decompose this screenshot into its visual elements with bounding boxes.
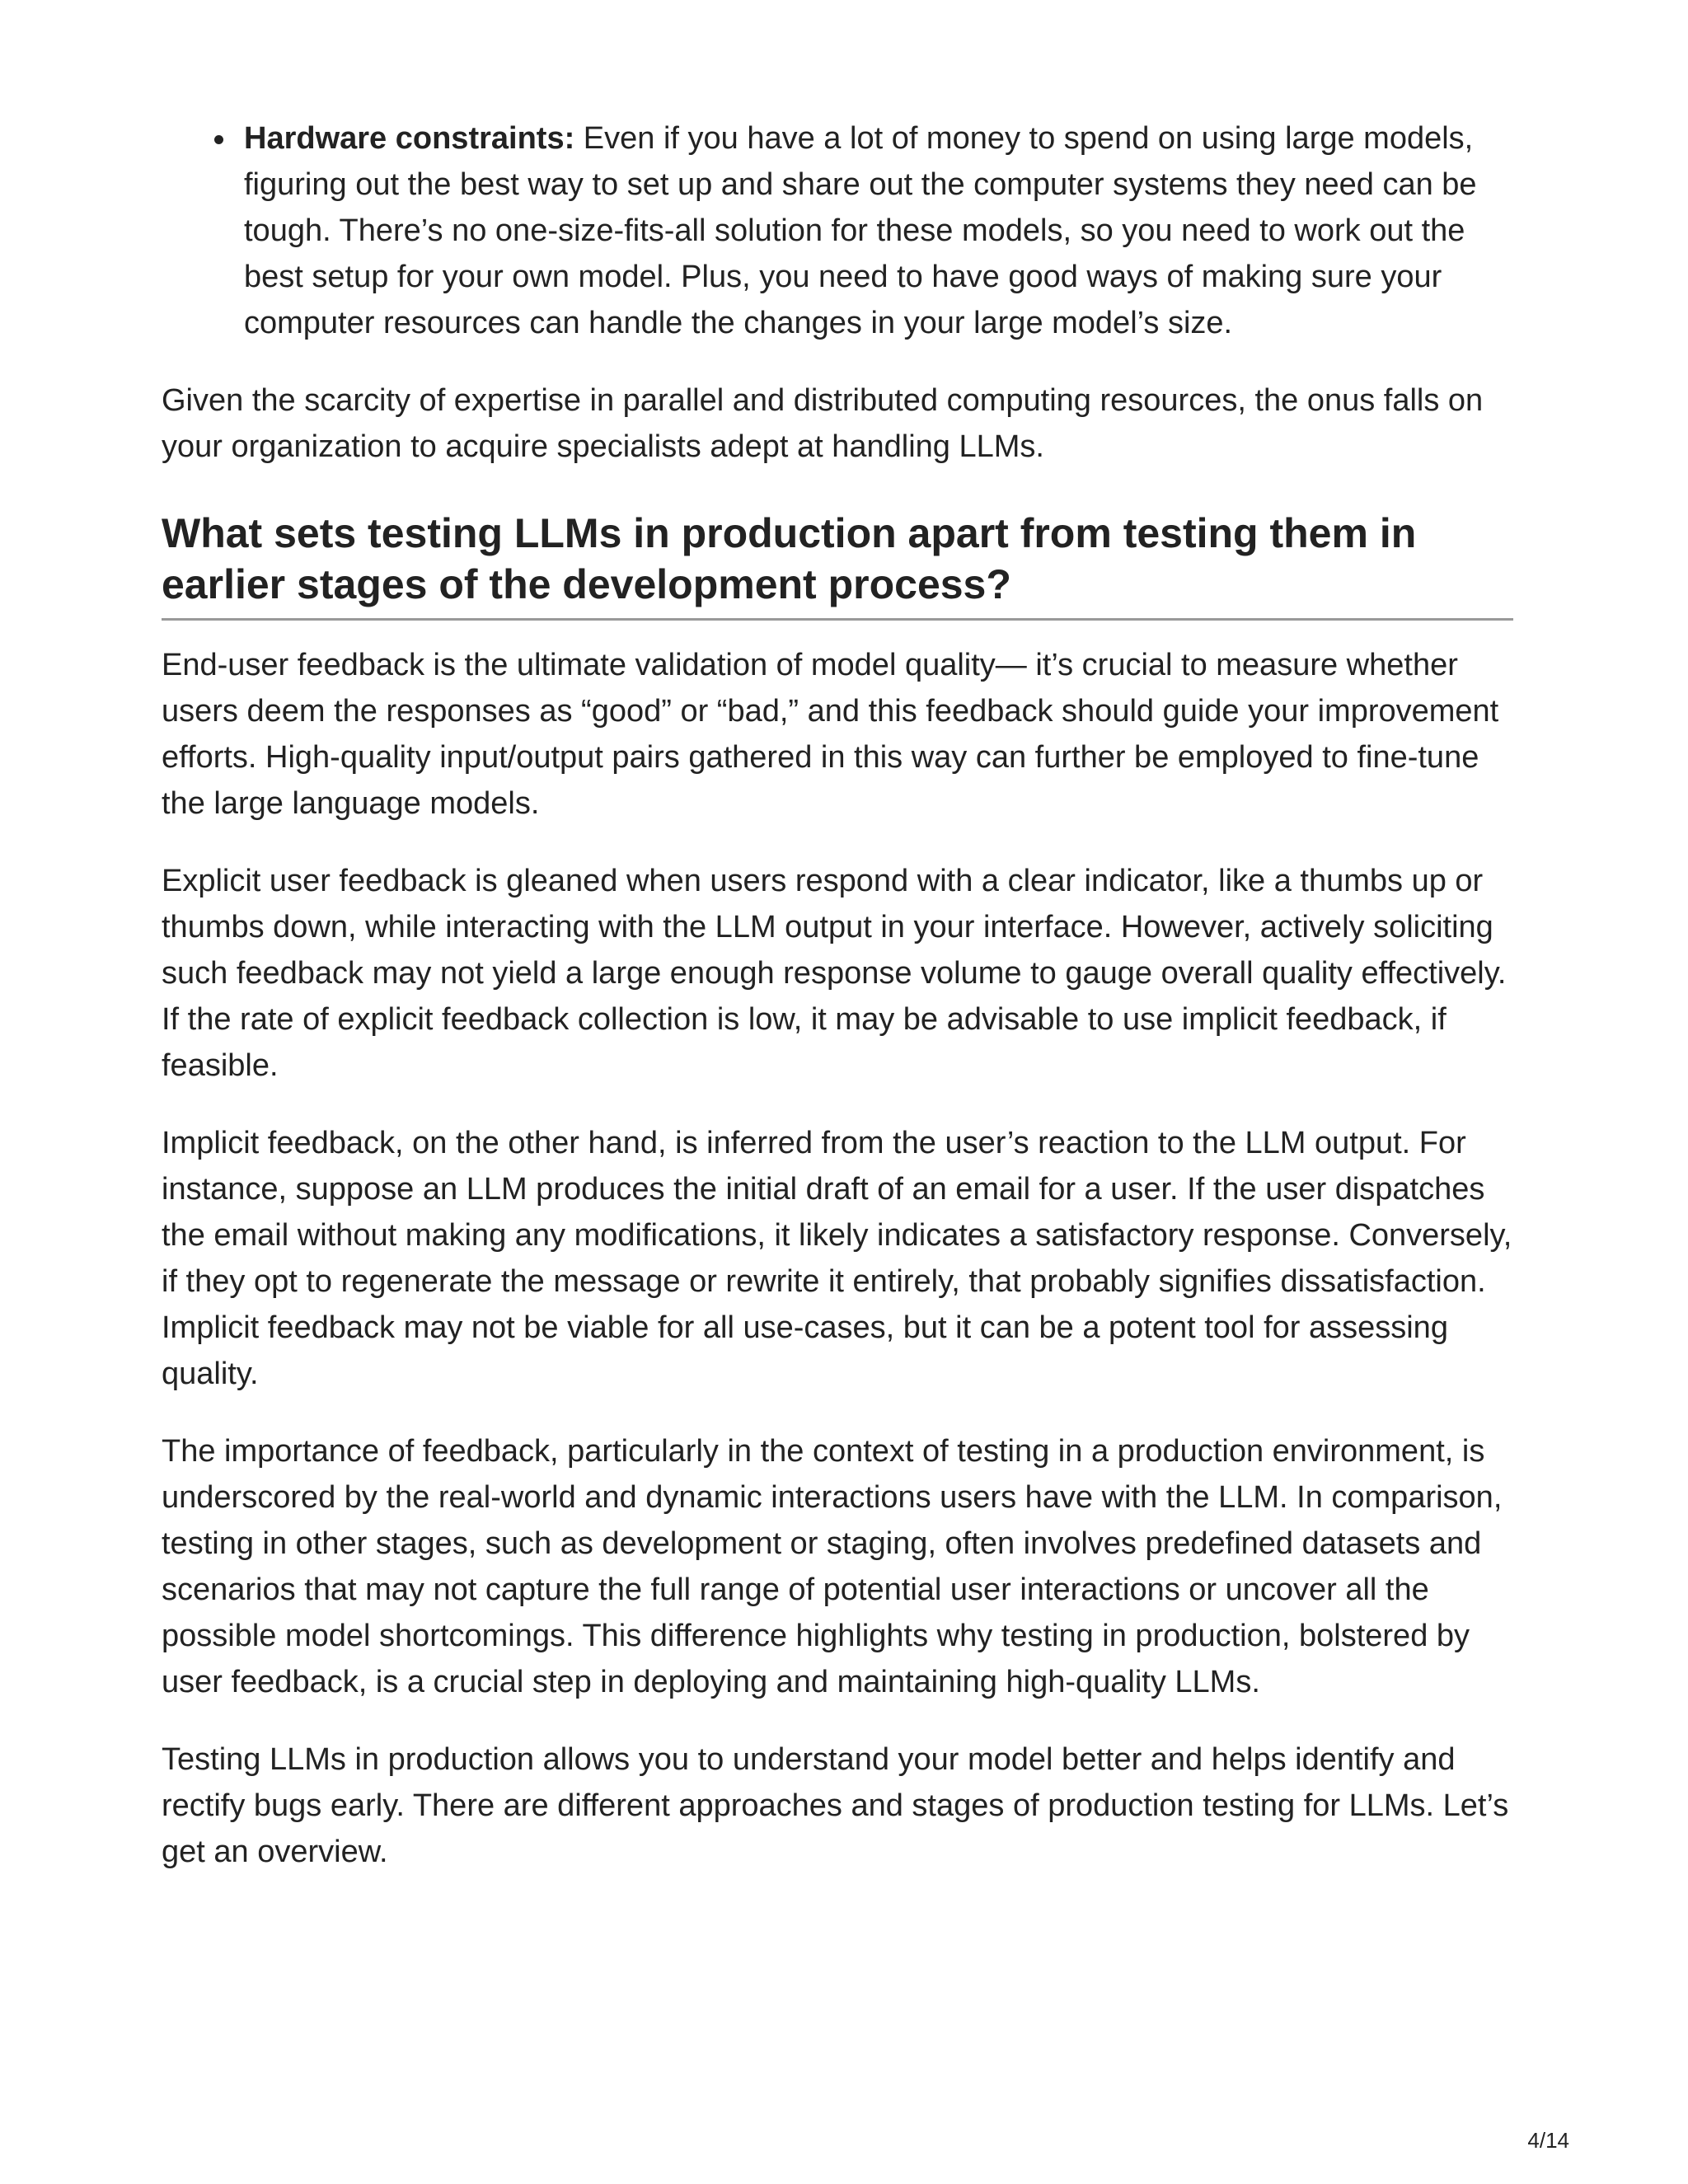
page-number: 4/14 [1527, 2128, 1569, 2153]
bullet-item-hardware-constraints [244, 115, 1513, 346]
section-heading: What sets testing LLMs in production apart from testing them in earlier stages of the development process? [162, 508, 1513, 621]
bullet-label: Hardware constraints: [244, 121, 575, 156]
paragraph-explicit-feedback: Explicit user feedback is gleaned when users respond with a clear indicator, like a thumbs up or thumbs down, while interacting with the LLM output in your interface. However, actively soliciting such feedback may not yield a large enough response volume to gauge overall quality effectively. If the rate of explicit feedback collection is low, it may be advisable to use implicit feedback, if feasible. [162, 864, 1507, 1083]
paragraph-testing-in-production: Testing LLMs in production allows you to understand your model better and helps identify and rectify bugs early. There are different approaches and stages of production testing for LLMs. Let’s get an overview. [162, 1742, 1509, 1869]
paragraph-end-user-feedback: End-user feedback is the ultimate validation of model quality— it’s crucial to measure whether users deem the responses as “good” or “bad,” and this feedback should guide your improvement efforts. High-quality input/output pairs gathered in this way can further be employed to fine-tune the large language models. [162, 648, 1499, 821]
bullet-text: Even if you have a lot of money to spend on using large models, figuring out the best way to set up and share out the computer systems they need can be tough. There’s no one-size-fits-all solution for these models, so you need to work out the best setup for your own model. Plus, you need to have good ways of making sure your computer resources can handle the changes in your large model’s size. [244, 121, 1477, 340]
paragraph-importance-of-feedback: The importance of feedback, particularly in the context of testing in a production environment, is underscored by the real-world and dynamic interactions users have with the LLM. In comparison, testing in other stages, such as development or staging, often involves predefined datasets and scenarios that may not capture the full range of potential user interactions or uncover all the possible model shortcomings. This difference highlights why testing in production, bolstered by user feedback, is a crucial step in deploying and maintaining high-quality LLMs. [162, 1434, 1503, 1699]
bullet-dot-icon [214, 135, 223, 144]
intro-paragraph: Given the scarcity of expertise in parallel and distributed computing resources, the onus falls on your organization to acquire specialists adept at handling LLMs. [162, 383, 1484, 464]
document-content [162, 115, 1513, 1875]
paragraph-implicit-feedback: Implicit feedback, on the other hand, is inferred from the user’s reaction to the LLM output. For instance, suppose an LLM produces the initial draft of an email for a user. If the user dispatches the email without making any modifications, it likely indicates a satisfactory response. Conversely, if they opt to regenerate the message or rewrite it entirely, that probably signifies dissatisfaction. Implicit feedback may not be viable for all use-cases, but it can be a potent tool for assessing quality. [162, 1126, 1512, 1391]
bullet-list [162, 115, 1513, 346]
